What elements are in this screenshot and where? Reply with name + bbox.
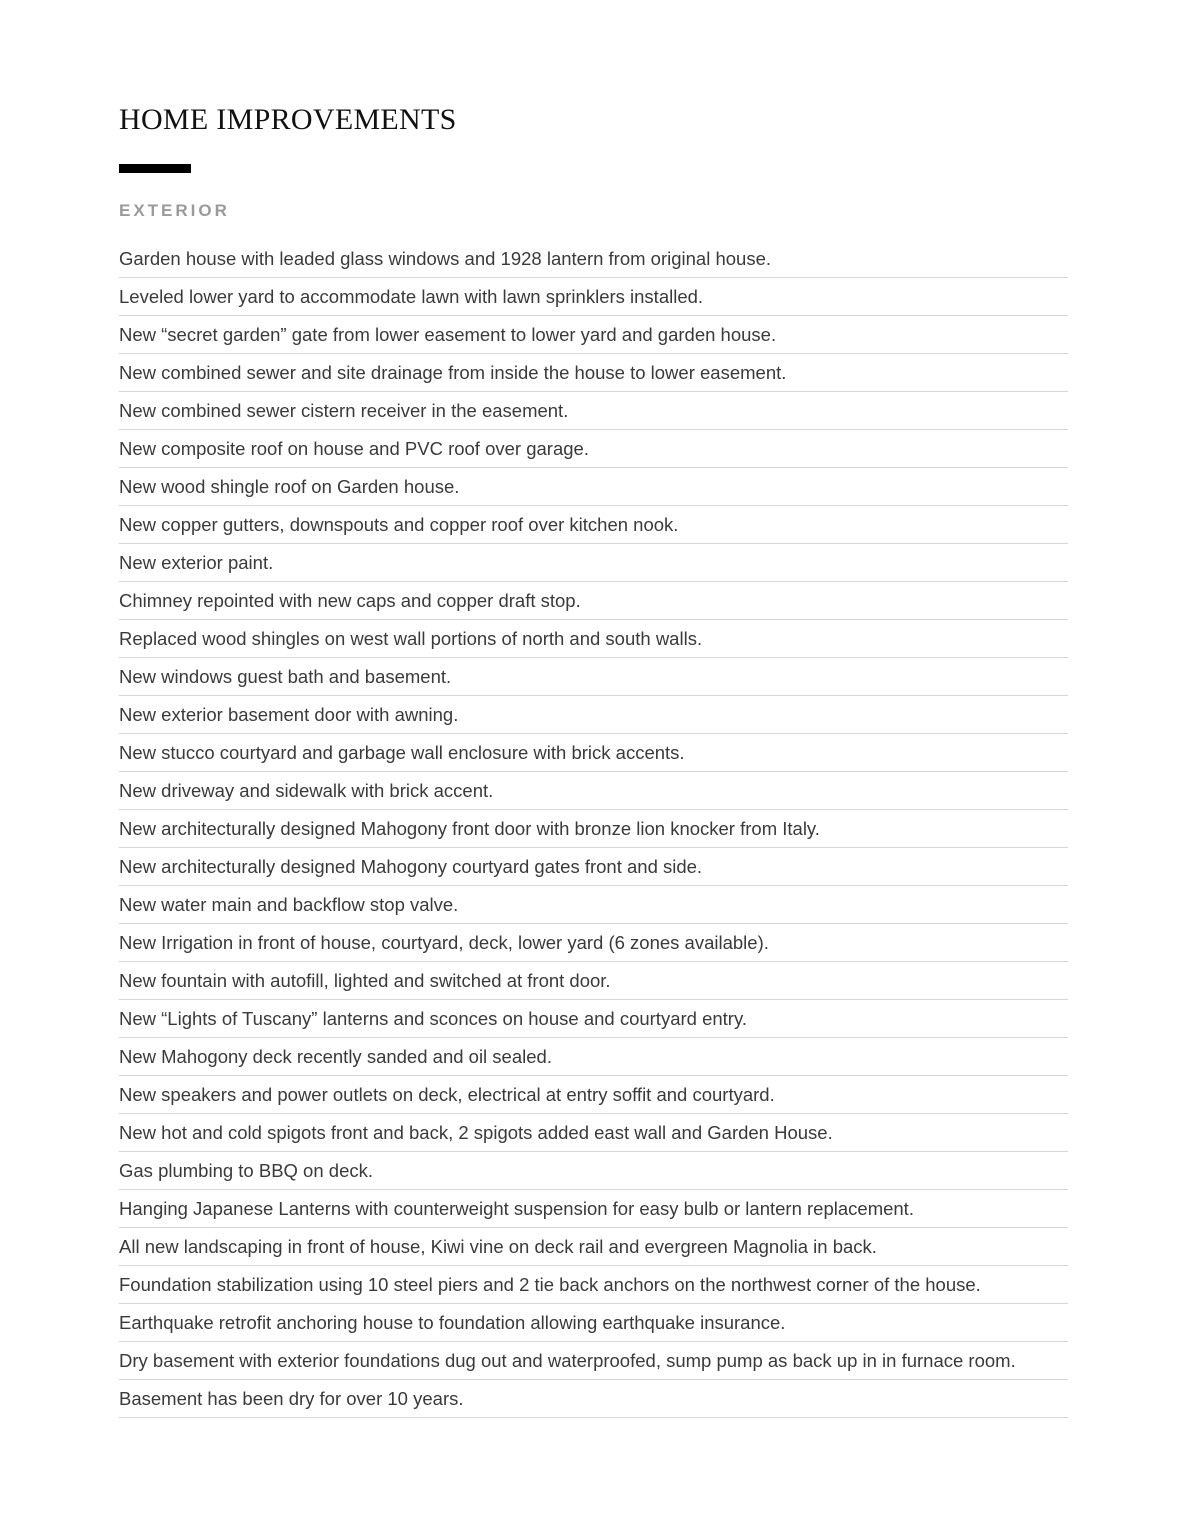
list-item: New composite roof on house and PVC roof over garage. <box>119 430 1068 468</box>
list-item: Foundation stabilization using 10 steel piers and 2 tie back anchors on the northwest corner of the house. <box>119 1266 1068 1304</box>
list-item: New combined sewer cistern receiver in the easement. <box>119 392 1068 430</box>
list-item: New architecturally designed Mahogony courtyard gates front and side. <box>119 848 1068 886</box>
page-title: HOME IMPROVEMENTS <box>119 103 457 136</box>
list-item: Hanging Japanese Lanterns with counterweight suspension for easy bulb or lantern replacement. <box>119 1190 1068 1228</box>
list-item: All new landscaping in front of house, Kiwi vine on deck rail and evergreen Magnolia in back. <box>119 1228 1068 1266</box>
list-item: New exterior basement door with awning. <box>119 696 1068 734</box>
title-underline <box>119 164 191 173</box>
improvements-list <box>119 240 1068 1418</box>
list-item: New windows guest bath and basement. <box>119 658 1068 696</box>
list-item: New copper gutters, downspouts and copper roof over kitchen nook. <box>119 506 1068 544</box>
list-item: New Mahogony deck recently sanded and oil sealed. <box>119 1038 1068 1076</box>
list-item: New water main and backflow stop valve. <box>119 886 1068 924</box>
list-item: Gas plumbing to BBQ on deck. <box>119 1152 1068 1190</box>
list-item: New “secret garden” gate from lower easement to lower yard and garden house. <box>119 316 1068 354</box>
list-item: Earthquake retrofit anchoring house to foundation allowing earthquake insurance. <box>119 1304 1068 1342</box>
list-item: New wood shingle roof on Garden house. <box>119 468 1068 506</box>
list-item: New hot and cold spigots front and back, 2 spigots added east wall and Garden House. <box>119 1114 1068 1152</box>
list-item: New exterior paint. <box>119 544 1068 582</box>
list-item: New speakers and power outlets on deck, electrical at entry soffit and courtyard. <box>119 1076 1068 1114</box>
section-heading-exterior: EXTERIOR <box>119 201 230 220</box>
list-item: Chimney repointed with new caps and copper draft stop. <box>119 582 1068 620</box>
list-item: New driveway and sidewalk with brick accent. <box>119 772 1068 810</box>
list-item: New fountain with autofill, lighted and switched at front door. <box>119 962 1068 1000</box>
list-item: New architecturally designed Mahogony front door with bronze lion knocker from Italy. <box>119 810 1068 848</box>
list-item: New combined sewer and site drainage from inside the house to lower easement. <box>119 354 1068 392</box>
list-item: Dry basement with exterior foundations dug out and waterproofed, sump pump as back up in in furnace room. <box>119 1342 1068 1380</box>
list-item: Basement has been dry for over 10 years. <box>119 1380 1068 1418</box>
list-item: New Irrigation in front of house, courtyard, deck, lower yard (6 zones available). <box>119 924 1068 962</box>
list-item: New “Lights of Tuscany” lanterns and sconces on house and courtyard entry. <box>119 1000 1068 1038</box>
list-item: Garden house with leaded glass windows and 1928 lantern from original house. <box>119 240 1068 278</box>
list-item: New stucco courtyard and garbage wall enclosure with brick accents. <box>119 734 1068 772</box>
list-item: Leveled lower yard to accommodate lawn with lawn sprinklers installed. <box>119 278 1068 316</box>
list-item: Replaced wood shingles on west wall portions of north and south walls. <box>119 620 1068 658</box>
